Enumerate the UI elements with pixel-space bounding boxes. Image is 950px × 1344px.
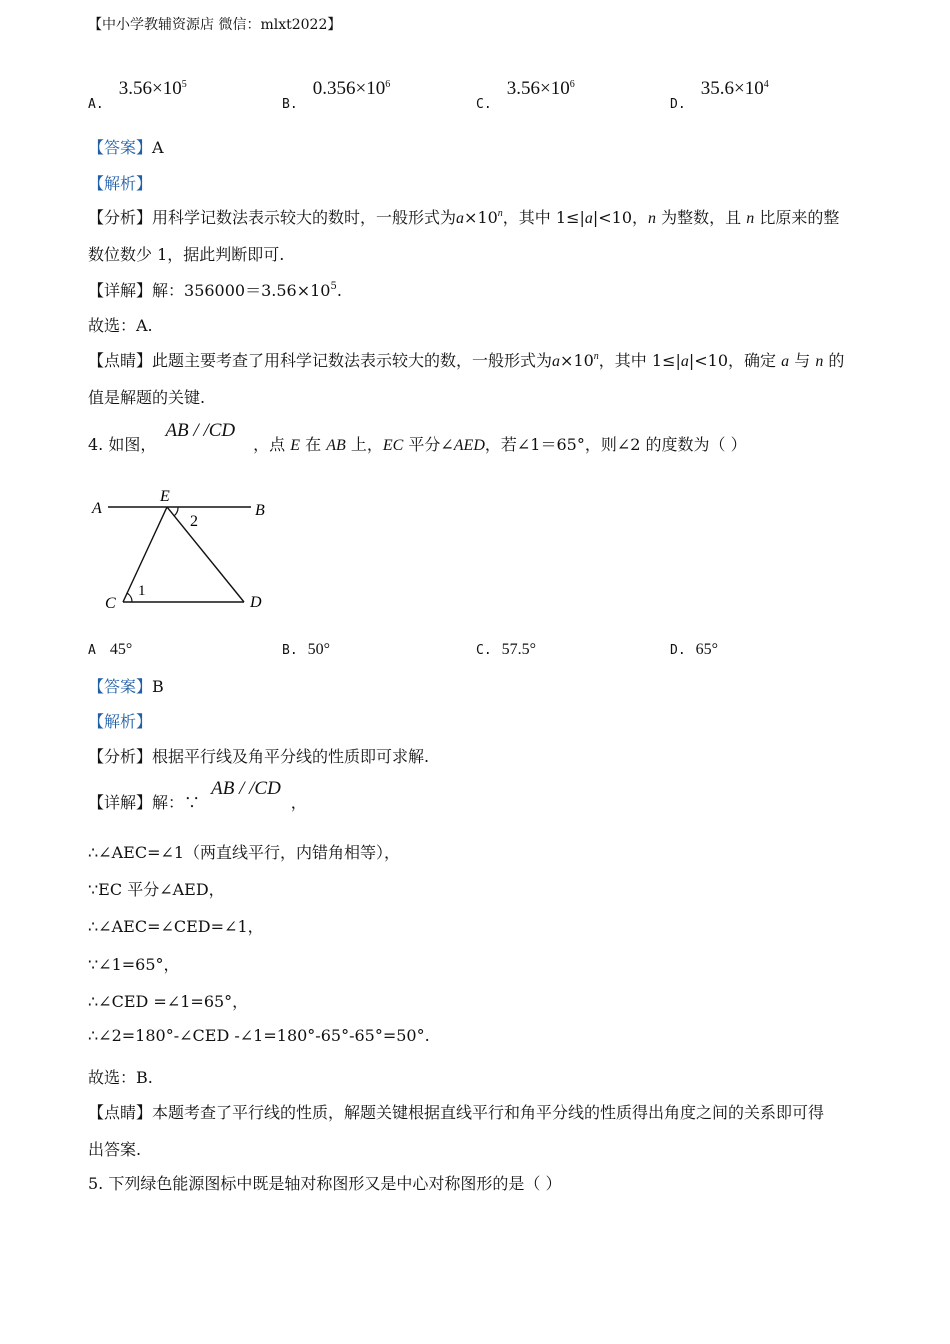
label-a: A (92, 500, 102, 517)
angle-2-arc (174, 507, 178, 516)
q3-answer: 【答案】A (88, 138, 164, 157)
q4-step-5: ∴∠CED =∠1=65°， (88, 992, 249, 1011)
q4-step-4: ∵∠1=65°， (88, 955, 180, 974)
q4-detail: 【详解】解：∵ AB / /CD， (88, 778, 307, 812)
q4-analysis: 【分析】根据平行线及角平分线的性质即可求解. (88, 747, 430, 766)
q4-comment-line1: 【点睛】本题考查了平行线的性质，解题关键根据直线平行和角平分线的性质得出角度之间的关系即可得 (88, 1103, 825, 1122)
q4-option-d: D. 65° (670, 641, 719, 658)
q4-geometry-figure (88, 482, 278, 617)
q4-jiexi: 【解析】 (88, 712, 153, 731)
q3-option-a: $_{A.}$ $3.56\times 10^5$ (88, 78, 187, 112)
q3-option-b: $_{B.}$ $0.356\times 10^6$ (282, 78, 391, 112)
angle-1-arc (127, 593, 132, 602)
q3-option-d: $_{D.}$ $35.6\times 10^4$ (670, 78, 769, 112)
label-1: 1 (138, 583, 146, 599)
q3-option-c: $_{C.}$ $3.56\times 10^6$ (476, 78, 575, 112)
label-2: 2 (190, 513, 198, 530)
q3-analysis-line1: 【分析】用科学记数法表示较大的数时，一般形式为$a\times 10^n$，其中 1≤|a|<10，n 为整数，且 n 比原来的整 (88, 208, 840, 227)
label-d: D (250, 594, 262, 611)
label-e: E (160, 488, 170, 505)
q4-answer: 【答案】B (88, 677, 164, 696)
q4-choose: 故选：B. (88, 1068, 153, 1087)
q3-analysis-line2: 数位数少 1，据此判断即可. (88, 245, 285, 264)
q4-step-2: ∵EC 平分∠AED， (88, 880, 225, 899)
q4-option-a: A 45° (88, 641, 133, 658)
q3-comment-line1: 【点睛】此题主要考查了用科学记数法表示较大的数，一般形式为$a\times 10^n$，其中 1≤|a|<10，确定 a 与 n 的 (88, 351, 845, 370)
q3-comment-line2: 值是解题的关键. (88, 388, 206, 407)
q4-step-6: ∴∠2=180°-∠CED -∠1=180°-65°-65°=50°. (88, 1026, 430, 1045)
q5-stem: 5. 下列绿色能源图标中既是轴对称图形又是中心对称图形的是（ ） (88, 1174, 562, 1193)
q3-jiexi: 【解析】 (88, 174, 153, 193)
q4-comment-line2: 出答案. (88, 1140, 142, 1159)
q4-step-3: ∴∠AEC=∠CED=∠1， (88, 917, 264, 936)
q4-step-1: ∴∠AEC=∠1（两直线平行，内错角相等）， (88, 843, 401, 862)
label-b: B (255, 502, 265, 519)
q4-option-b: B. 50° (282, 641, 331, 658)
q3-detail: 【详解】解：$356000=3.56\times 10^5$. (88, 281, 342, 300)
segment-ed (167, 507, 244, 602)
q4-stem: 4. 如图， AB / /CD，点 E 在 AB 上，EC 平分∠AED，若∠1＝65°，则∠2 的度数为（ ） (88, 420, 747, 454)
page-header: 【中小学教辅资源店 微信：mlxt2022】 (88, 17, 342, 33)
q4-option-c: C. 57.5° (476, 641, 537, 658)
q3-choose: 故选：A. (88, 316, 153, 335)
label-c: C (105, 595, 116, 612)
